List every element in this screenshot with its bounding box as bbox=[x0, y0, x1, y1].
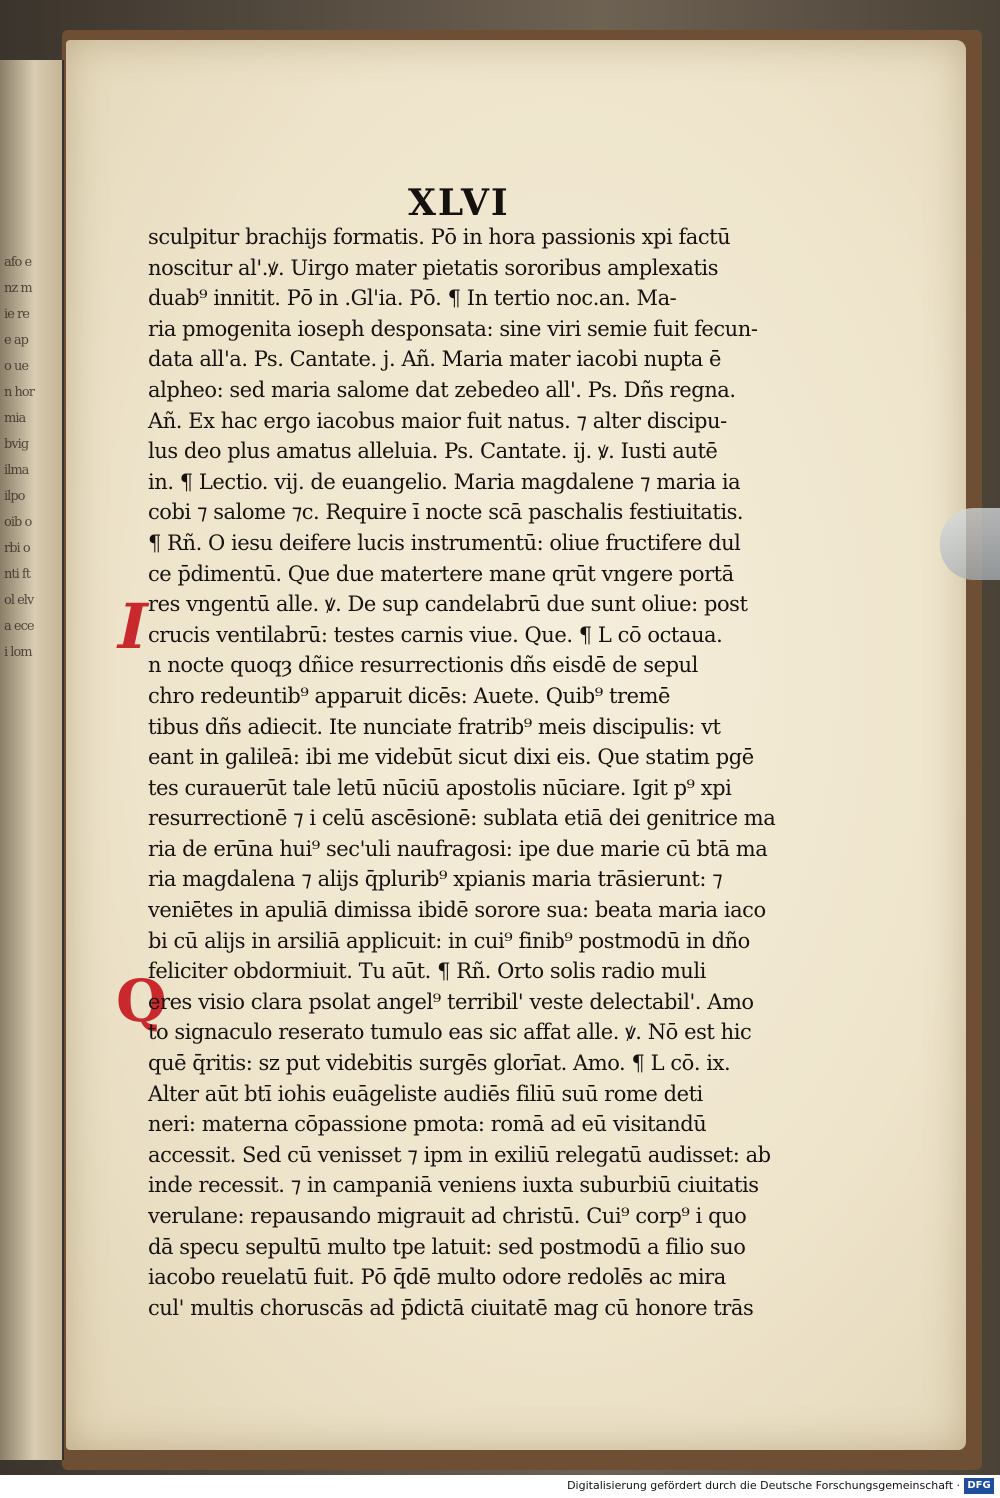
text-line: eres visio clara psolat angel⁹ terribil' veste delectabil'. Amo bbox=[148, 989, 754, 1014]
text-line: cobi ⁊ salome ⁊c. Require ī nocte scā paschalis festiuitatis. bbox=[148, 500, 744, 525]
text-line: bi cū alijs in arsiliā applicuit: in cui⁹ finib⁹ postmodū in dño bbox=[148, 928, 750, 953]
text-line: ria pmogenita ioseph desponsata: sine viri semie fuit fecun- bbox=[148, 316, 758, 341]
rubricated-initial-i: I bbox=[110, 590, 155, 663]
text-line: veniētes in apuliā dimissa ibidē sorore sua: beata maria iaco bbox=[148, 898, 766, 923]
text-line: ria magdalena ⁊ alijs q̄plurib⁹ xpianis maria trāsierunt: ⁊ bbox=[148, 867, 723, 892]
dfg-logo: DFG bbox=[964, 1478, 994, 1494]
text-line: verulane: repausando migrauit ad christū. Cui⁹ corp⁹ i quo bbox=[148, 1204, 747, 1228]
text-line: sculpitur brachijs formatis. Pō in hora passionis xpi factū bbox=[148, 225, 731, 249]
text-line: to signaculo reserato tumulo eas sic affat alle. ꝟ. Nō est hic bbox=[148, 1020, 752, 1045]
text-line: inde recessit. ⁊ in campaniā veniens iuxta suburbiū ciuitatis bbox=[148, 1173, 759, 1198]
left-page-fragment: afo enz mie ree apo uen hor mia bvig ilma ilpo oib orbi onti ftol elva ecei lom bbox=[4, 255, 38, 660]
text-line: tibus dñs adiecit. Ite nunciate fratrib⁹ meis discipulis: vt bbox=[148, 714, 721, 739]
text-line: noscitur al'.ꝟ. Uirgo mater pietatis sororibus amplexatis bbox=[148, 255, 719, 280]
text-line: alpheo: sed maria salome dat zebedeo all'. Ps. Dñs regna. bbox=[148, 377, 736, 402]
text-line: feliciter obdormiuit. Tu aūt. ¶ Rñ. Orto solis radio muli bbox=[148, 959, 706, 984]
text-line: ria de erūna hui⁹ sec'uli naufragosi: ipe due marie cū btā ma bbox=[148, 836, 768, 861]
text-line: res vngentū alle. ꝟ. De sup candelabrū due sunt oliue: post bbox=[148, 592, 748, 617]
funding-credit: Digitalisierung gefördert durch die Deutsche Forschungsgemeinschaft · bbox=[567, 1479, 960, 1492]
text-column bbox=[148, 222, 838, 1323]
text-line: accessit. Sed cū venisset ⁊ ipm in exiliū relegatū audisset: ab bbox=[148, 1142, 771, 1167]
text-line: crucis ventilabrū: testes carnis viue. Que. ¶ L cō octaua. bbox=[148, 622, 723, 647]
text-line: ¶ Rñ. O iesu deifere lucis instrumentū: oliue fructifere dul bbox=[148, 530, 741, 555]
text-line: in. ¶ Lectio. vij. de euangelio. Maria magdalene ⁊ maria ia bbox=[148, 469, 741, 494]
text-line: lus deo plus amatus alleluia. Ps. Cantate. ij. ꝟ. Iusti autē bbox=[148, 439, 718, 464]
text-line: quē q̄ritis: sz put videbitis surgēs glorīat. Amo. ¶ L cō. ix. bbox=[148, 1051, 731, 1076]
text-line: Añ. Ex hac ergo iacobus maior fuit natus. ⁊ alter discipu- bbox=[148, 408, 727, 433]
text-line: resurrectionē ⁊ i celū ascēsionē: sublata etiā dei genitrice ma bbox=[148, 806, 776, 831]
text-line: duab⁹ innitit. Pō in .Gl'ia. Pō. ¶ In tertio noc.an. Ma- bbox=[148, 286, 677, 311]
folio-number: XLVI bbox=[408, 182, 510, 224]
text-line: data all'a. Ps. Cantate. j. Añ. Maria mater iacobi nupta ē bbox=[148, 347, 721, 372]
text-line: Alter aūt btī iohis euāgeliste audiēs filiū suū rome deti bbox=[148, 1081, 703, 1106]
footer-bar bbox=[0, 1475, 1000, 1498]
text-line: chro redeuntib⁹ apparuit dicēs: Auete. Quib⁹ tremē bbox=[148, 683, 670, 708]
text-line: eant in galileā: ibi me videbūt sicut dixi eis. Que statim pgē bbox=[148, 745, 754, 770]
text-line: n nocte quoqȝ dñice resurrectionis dñs eisdē de sepul bbox=[148, 653, 698, 678]
page-clip bbox=[940, 508, 1000, 580]
text-line: dā specu sepultū multo tpe latuit: sed postmodū a filio suo bbox=[148, 1234, 746, 1259]
text-line: tes curauerūt tale letū nūciū apostolis nūciare. Igit p⁹ xpi bbox=[148, 775, 732, 800]
text-line: cul' multis choruscās ad p̄dictā ciuitatē mag cū honore trās bbox=[148, 1295, 754, 1320]
left-page-edge bbox=[0, 60, 64, 1460]
text-line: iacobo reuelatū fuit. Pō q̄dē multo odore redolēs ac mira bbox=[148, 1265, 726, 1290]
text-line: neri: materna cōpassione pmota: romā ad eū visitandū bbox=[148, 1112, 707, 1137]
text-line: ce p̄dimentū. Que due matertere mane qrūt vngere portā bbox=[148, 561, 734, 586]
rubricated-initial-q: Q bbox=[116, 967, 167, 1035]
